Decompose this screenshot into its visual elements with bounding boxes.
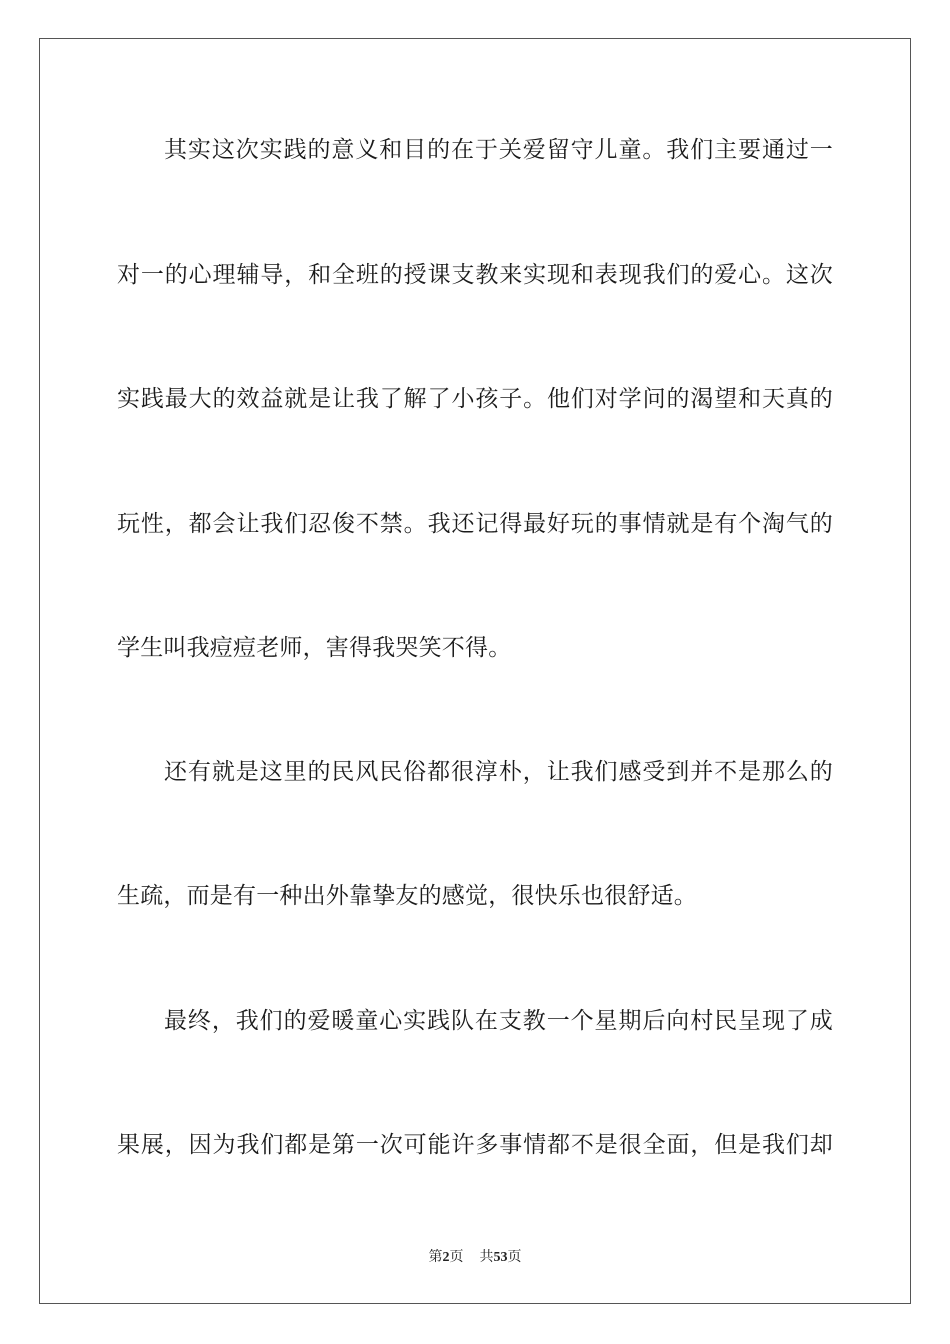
paragraph-line-7: 生疏，而是有一种出外靠挚友的感觉，很快乐也很舒适。: [117, 883, 697, 909]
total-prefix: 共: [479, 1250, 494, 1265]
paragraph-line-3: 实践最大的效益就是让我了解了小孩子。他们对学问的渴望和天真的: [117, 386, 833, 412]
page-suffix: 页: [449, 1250, 464, 1265]
paragraph-line-5: 学生叫我痘痘老师，害得我哭笑不得。: [117, 635, 512, 661]
paragraph-line-2: 对一的心理辅导，和全班的授课支教来实现和表现我们的爱心。这次: [117, 262, 833, 288]
paragraph-line-1: 其实这次实践的意义和目的在于关爱留守儿童。我们主要通过一: [164, 137, 833, 163]
paragraph-line-4: 玩性，都会让我们忍俊不禁。我还记得最好玩的事情就是有个淘气的: [117, 511, 833, 537]
page-footer: [0, 1249, 950, 1267]
page-border: [39, 38, 911, 1304]
paragraph-line-9: 果展，因为我们都是第一次可能许多事情都不是很全面，但是我们却: [117, 1132, 833, 1158]
total-pages: 53: [493, 1250, 508, 1265]
page-number: 2: [442, 1250, 450, 1265]
page-prefix: 第: [428, 1250, 443, 1265]
paragraph-line-6: 还有就是这里的民风民俗都很淳朴，让我们感受到并不是那么的: [164, 759, 833, 785]
paragraph-line-8: 最终，我们的爱暖童心实践队在支教一个星期后向村民呈现了成: [164, 1008, 833, 1034]
total-suffix: 页: [507, 1250, 522, 1265]
